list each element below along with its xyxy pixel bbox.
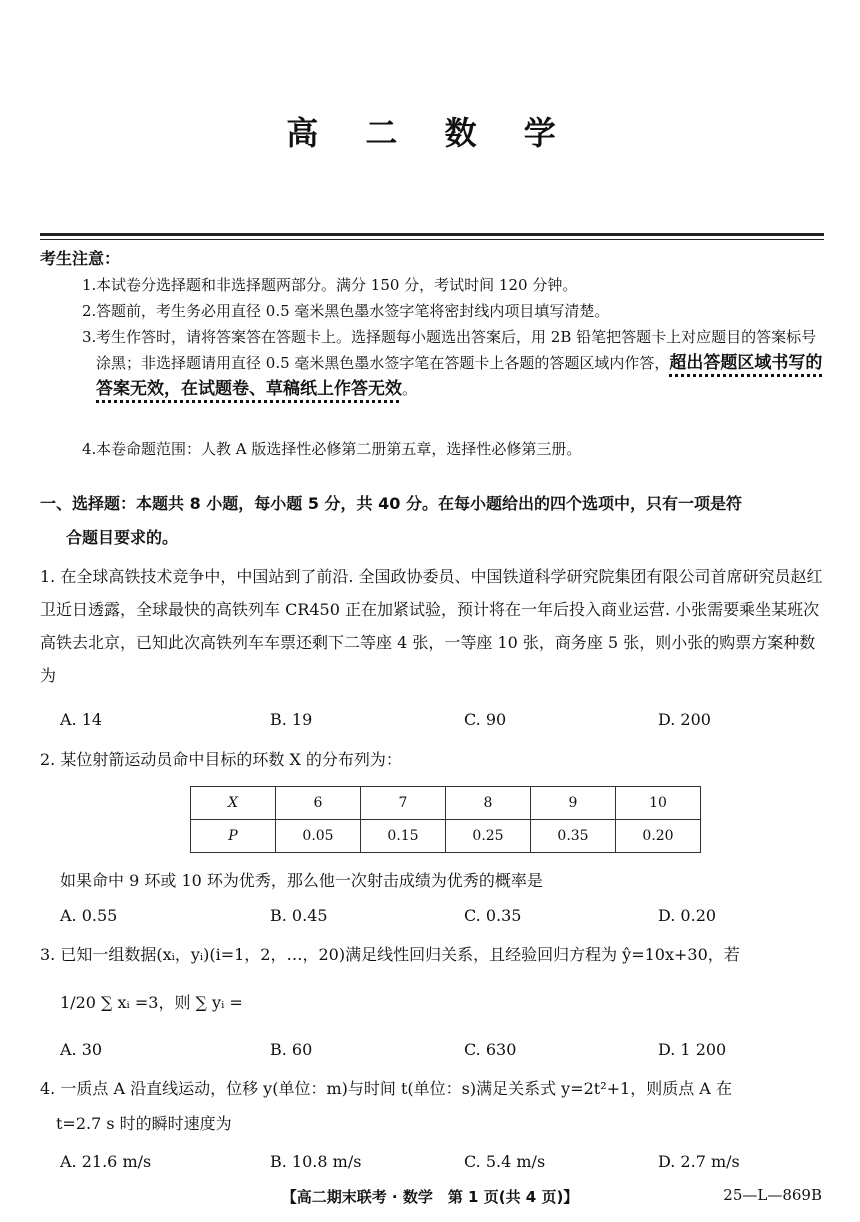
notice-item-text-wrap [82, 324, 827, 402]
question-1-text: 1. 在全球高铁技术竞争中，中国站到了前沿. 全国政协委员、中国铁道科学研究院集团有限公司首席研究员赵红卫近日透露，全球最快的高铁列车 CR450 正在加紧试验，预计将在一年后投入商业运营. 小张需要乘坐某班次高铁去北京，已知此次高铁列车车票还剩下二等座 4 张，一等座 10 张，商务座 5 张，则小张的购票方案种数为 [40, 567, 823, 685]
question-2-text: 2. 某位射箭运动员命中目标的环数 X 的分布列为： [40, 750, 402, 769]
notice-item-text: 本卷命题范围：人教 A 版选择性必修第二册第五章，选择性必修第三册。 [96, 440, 582, 458]
question-4-line-2: t=2.7 s 时的瞬时速度为 [56, 1114, 232, 1133]
table-cell: 6 [276, 787, 361, 820]
notice-item-2 [82, 298, 827, 324]
table-cell: 0.05 [276, 820, 361, 853]
option-c: C. 90 [464, 710, 507, 729]
option-b: B. 0.45 [270, 906, 328, 925]
notice-item-1 [82, 272, 827, 298]
paper-code: 25—L—869B [723, 1186, 822, 1204]
notice-item-tail: 。 [402, 380, 418, 398]
header-rule-thick [40, 233, 824, 236]
notice-item-text: 考生作答时，请将答案答在答题卡上。选择题每小题选出答案后，用 2B 铅笔把答题卡上对应题目的答案标号涂黑；非选择题请用直径 0.5 毫米黑色墨水签字笔在答题卡上各题的答题区域内作答， [96, 328, 817, 372]
option-d: D. 200 [658, 710, 711, 729]
option-b: B. 60 [270, 1040, 313, 1059]
exam-title: 高 二 数 学 [286, 114, 574, 152]
question-3-line-1: 3. 已知一组数据(xᵢ，yᵢ)(i=1，2，…，20)满足线性回归关系，且经验回归方程为 ŷ=10x+30，若 [40, 945, 740, 964]
option-c: C. 630 [464, 1040, 517, 1059]
notice-item-3 [82, 324, 827, 402]
table-cell: 0.15 [361, 820, 446, 853]
table-row [191, 820, 701, 853]
table-cell: 9 [531, 787, 616, 820]
notice-item-number: 1. [82, 276, 97, 294]
option-b: B. 10.8 m/s [270, 1152, 362, 1171]
option-d: D. 1 200 [658, 1040, 727, 1059]
notice-emphasis: 超出答题区域书写的答案无效，在试题卷、草稿纸上作答无效 [96, 353, 823, 399]
question-4-options [60, 1152, 820, 1176]
option-d: D. 2.7 m/s [658, 1152, 740, 1171]
option-d: D. 0.20 [658, 906, 717, 925]
question-1-options [60, 710, 820, 734]
section-heading-line-1: 一、选择题：本题共 8 小题，每小题 5 分，共 40 分。在每小题给出的四个选项中，只有一项是符 [40, 494, 742, 513]
question-2-options [60, 906, 820, 930]
notice-item-number: 4. [82, 440, 97, 458]
notice-item-number: 2. [82, 302, 97, 320]
table-cell: 7 [361, 787, 446, 820]
distribution-table [190, 786, 701, 853]
table-cell: X [191, 787, 276, 820]
notice-item-number: 3. [82, 328, 97, 346]
question-2-followup: 如果命中 9 环或 10 环为优秀，那么他一次射击成绩为优秀的概率是 [60, 871, 543, 890]
option-b: B. 19 [270, 710, 313, 729]
option-a: A. 14 [60, 710, 103, 729]
option-c: C. 0.35 [464, 906, 522, 925]
option-a: A. 0.55 [60, 906, 118, 925]
notice-item-4 [82, 436, 827, 462]
option-a: A. 30 [60, 1040, 103, 1059]
header-rule-thin [40, 239, 824, 240]
option-c: C. 5.4 m/s [464, 1152, 546, 1171]
section-heading-line-2: 合题目要求的。 [66, 528, 179, 547]
notice-heading: 考生注意： [40, 249, 121, 268]
table-row [191, 787, 701, 820]
question-3-line-2: 1/20 ∑ xᵢ =3，则 ∑ yᵢ = [60, 993, 243, 1012]
table-cell: P [191, 820, 276, 853]
question-3-options [60, 1040, 820, 1064]
table-cell: 10 [616, 787, 701, 820]
table-cell: 8 [446, 787, 531, 820]
notice-item-text: 答题前，考生务必用直径 0.5 毫米黑色墨水签字笔将密封线内项目填写清楚。 [96, 302, 610, 320]
question-4-line-1: 4. 一质点 A 沿直线运动，位移 y(单位：m)与时间 t(单位：s)满足关系式 y=2t²+1，则质点 A 在 [40, 1079, 732, 1098]
notice-item-text: 本试卷分选择题和非选择题两部分。满分 150 分，考试时间 120 分钟。 [96, 276, 578, 294]
option-a: A. 21.6 m/s [60, 1152, 152, 1171]
page-footer: 【高二期末联考 · 数学 第 1 页(共 4 页)】 [281, 1188, 579, 1206]
table-cell: 0.35 [531, 820, 616, 853]
table-cell: 0.25 [446, 820, 531, 853]
table-cell: 0.20 [616, 820, 701, 853]
